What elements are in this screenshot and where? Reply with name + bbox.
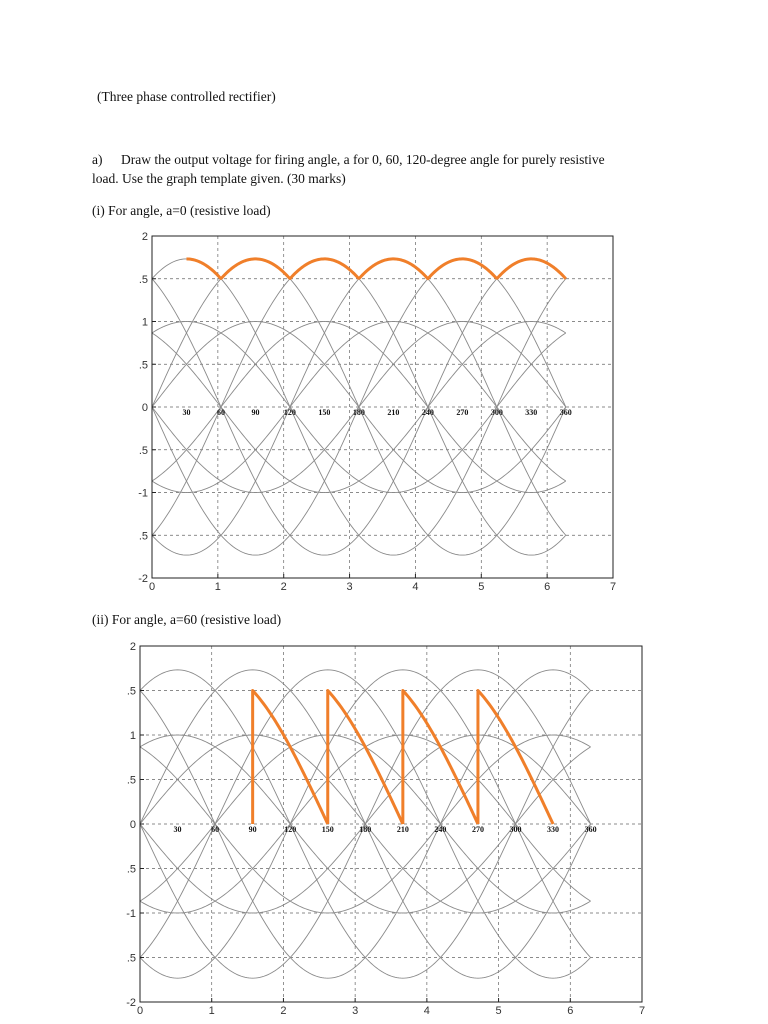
y-tick-label: 2	[129, 641, 136, 653]
y-tick-label: .5	[138, 273, 148, 286]
y-tick-label: .5	[138, 530, 148, 543]
x-tick-label: 1	[214, 581, 221, 593]
degree-label: 120	[283, 408, 296, 417]
x-tick-label: 3	[346, 581, 353, 593]
degree-label: 360	[559, 408, 572, 417]
degree-label: 270	[471, 825, 484, 834]
x-tick-label: 7	[609, 581, 617, 593]
degree-label: 90	[251, 408, 260, 417]
degree-label: 240	[434, 825, 447, 834]
x-tick-label: 6	[567, 1005, 574, 1017]
degree-label: 270	[456, 408, 469, 417]
degree-label: 180	[359, 825, 372, 834]
y-tick-label: .5	[138, 359, 148, 372]
degree-label: 60	[211, 825, 220, 834]
degree-label: 240	[421, 408, 434, 417]
y-tick-label: -2	[138, 573, 148, 585]
x-tick-label: 5	[495, 1005, 502, 1017]
y-tick-label: 0	[141, 402, 148, 414]
degree-label: 30	[173, 825, 182, 834]
y-tick-label: .5	[126, 774, 136, 787]
degree-label: 300	[509, 825, 522, 834]
degree-label: 210	[396, 825, 409, 834]
x-tick-label: 6	[544, 581, 551, 593]
output-voltage-segment	[253, 691, 328, 825]
part1-caption: (i) For angle, a=0 (resistive load)	[92, 203, 271, 218]
output-voltage-segment	[403, 691, 478, 825]
degree-label: 30	[182, 408, 191, 417]
y-tick-label: .5	[126, 685, 136, 698]
x-tick-label: 5	[478, 581, 485, 593]
output-voltage-segment	[328, 691, 403, 825]
degree-label: 180	[352, 408, 365, 417]
y-tick-label: -2	[126, 997, 136, 1009]
x-tick-label: 4	[423, 1005, 430, 1017]
y-tick-label: .5	[126, 863, 136, 876]
y-tick-label: 2	[141, 231, 148, 243]
x-tick-label: 0	[148, 581, 156, 593]
x-tick-label: 1	[208, 1005, 215, 1017]
degree-label: 210	[387, 408, 400, 417]
x-tick-label: 2	[280, 1005, 287, 1017]
degree-label: 330	[547, 825, 560, 834]
y-tick-label: -1	[138, 487, 148, 500]
y-tick-label: 0	[129, 819, 136, 831]
y-tick-label: 1	[129, 730, 136, 742]
question-line-2: load. Use the graph template given. (30 marks)	[92, 171, 346, 186]
degree-label: 150	[318, 408, 331, 417]
x-tick-label: 0	[136, 1005, 144, 1017]
degree-label: 300	[490, 408, 503, 417]
degree-label: 90	[248, 825, 257, 834]
degree-label: 330	[525, 408, 538, 417]
y-tick-label: .5	[126, 952, 136, 965]
y-tick-label: -1	[126, 908, 136, 920]
degree-label: 150	[321, 825, 334, 834]
question-line-1: Draw the output voltage for firing angle, a for 0, 60, 120-degree angle for purely resistive	[121, 152, 605, 167]
part2-caption: (ii) For angle, a=60 (resistive load)	[92, 612, 282, 627]
question-prefix: a)	[92, 152, 103, 167]
x-tick-label: 3	[352, 1005, 359, 1017]
x-tick-label: 7	[638, 1005, 646, 1017]
document-title: (Three phase controlled rectifier)	[97, 89, 276, 104]
degree-label: 120	[284, 825, 297, 834]
x-tick-label: 2	[280, 581, 287, 593]
degree-label: 60	[216, 408, 225, 417]
y-tick-label: 1	[141, 316, 148, 329]
output-voltage-segment	[478, 691, 553, 825]
y-tick-label: .5	[138, 444, 148, 457]
x-tick-label: 4	[412, 581, 419, 593]
degree-label: 360	[584, 825, 597, 834]
